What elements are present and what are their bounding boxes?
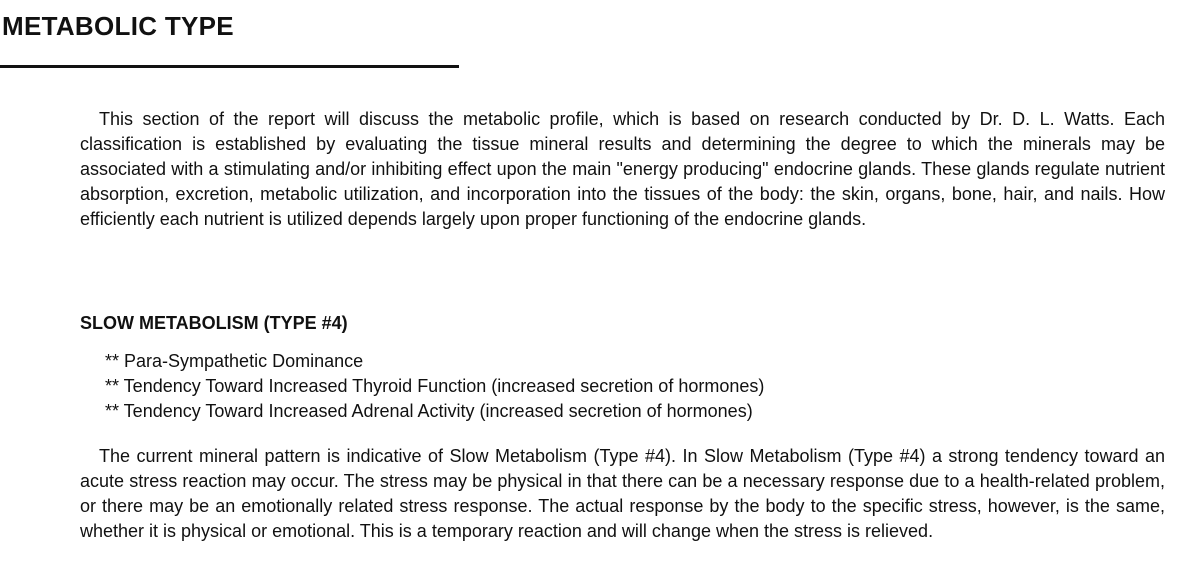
page-title: METABOLIC TYPE (2, 11, 234, 41)
list-item: ** Para-Sympathetic Dominance (105, 351, 364, 371)
characteristics-list (105, 349, 764, 424)
pattern-paragraph: The current mineral pattern is indicative of Slow Metabolism (Type #4). In Slow Metabolism (Type #4) a strong tendency toward an acute stress reaction may occur. The stress may be physical in that there can be a necessary response due to a health-related problem, or there may be an emotionally related stress response. The actual response by the body to the specific stress, however, is the same, whether it is physical or emotional. This is a temporary reaction and will change when the stress is relieved. (80, 446, 1165, 541)
list-item: ** Tendency Toward Increased Thyroid Function (increased secretion of hormones) (105, 376, 765, 396)
title-underline-rule (0, 65, 459, 68)
section-heading: SLOW METABOLISM (TYPE #4) (80, 313, 348, 333)
intro-paragraph: This section of the report will discuss the metabolic profile, which is based on research conducted by Dr. D. L. Watts. Each classification is established by evaluating the tissue mineral results and determining the degree to which the minerals may be associated with a stimulating and/or inhibiting effect upon the main "energy producing" endocrine glands. These glands regulate nutrient absorption, excretion, metabolic utilization, and incorporation into the tissues of the body: the skin, organs, bone, hair, and nails. How efficiently each nutrient is utilized depends largely upon proper functioning of the endocrine glands. (80, 109, 1165, 229)
list-item: ** Tendency Toward Increased Adrenal Activity (increased secretion of hormones) (105, 401, 753, 421)
